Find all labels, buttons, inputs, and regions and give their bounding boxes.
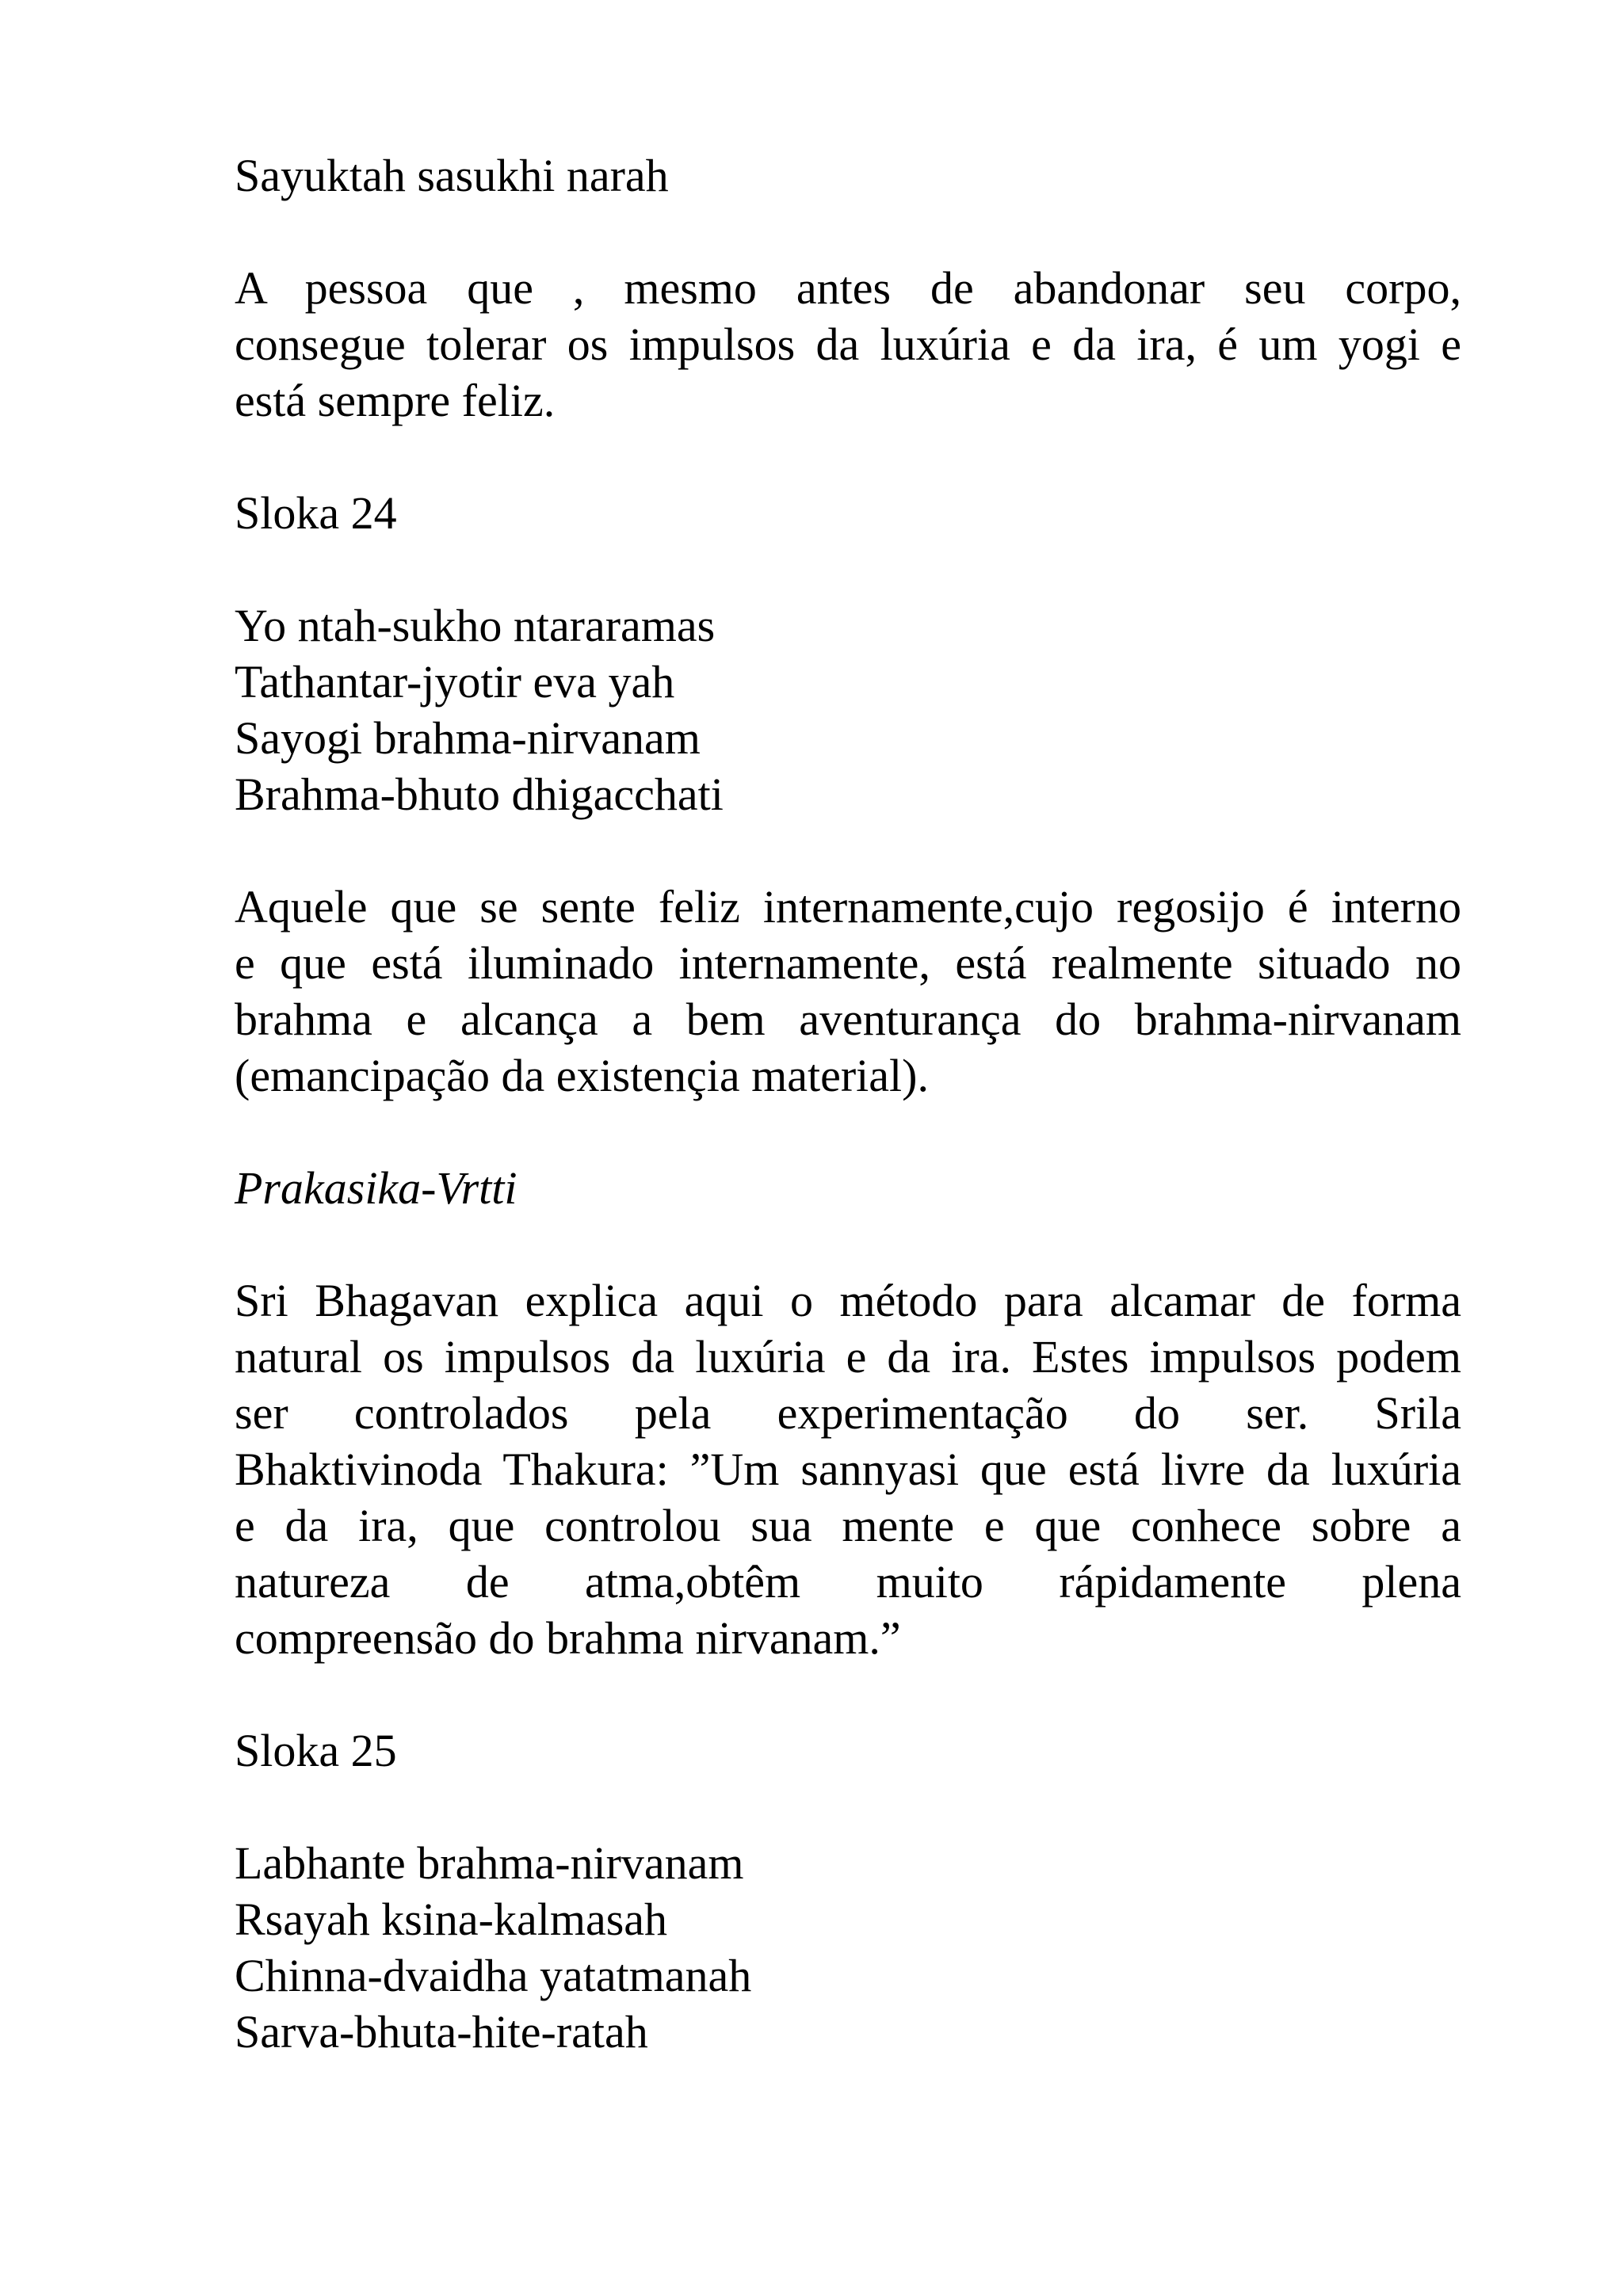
- spacer: [235, 541, 1461, 597]
- commentary-heading: Prakasika-Vrtti: [235, 1162, 517, 1214]
- translation-line: A pessoa que , mesmo antes de abandonar seu corpo,: [235, 262, 1461, 314]
- commentary-line: Sri Bhagavan explica aqui o método para alcamar de forma: [235, 1275, 1461, 1326]
- spacer: [235, 822, 1461, 879]
- spacer: [235, 1216, 1461, 1272]
- translation-line: e que está iluminado internamente, está realmente situado no: [235, 937, 1461, 989]
- translation-line: brahma e alcança a bem aventurança do brahma-nirvanam: [235, 994, 1461, 1045]
- verse-line: Brahma-bhuto dhigacchati: [235, 769, 724, 820]
- translation-line: está sempre feliz.: [235, 375, 556, 426]
- commentary-line: natural os impulsos da luxúria e da ira. Estes impulsos podem: [235, 1331, 1461, 1383]
- document-page: [235, 147, 1461, 2060]
- sloka-24-heading: Sloka 24: [235, 487, 397, 539]
- verse-line: Rsayah ksina-kalmasah: [235, 1894, 668, 1945]
- verse-line: Chinna-dvaidha yatatmanah: [235, 1950, 752, 2001]
- translation-line: Aquele que se sente feliz internamente,cujo regosijo é interno: [235, 881, 1461, 933]
- sloka-25-heading: Sloka 25: [235, 1725, 397, 1776]
- spacer: [235, 1779, 1461, 1835]
- translation-line: (emancipação da existençia material).: [235, 1050, 929, 1101]
- translation-sloka-24: [235, 879, 1461, 1104]
- commentary-line: compreensão do brahma nirvanam.”: [235, 1612, 901, 1664]
- commentary-line: ser controlados pela experimentação do ser. Srila: [235, 1387, 1461, 1439]
- translation-line: consegue tolerar os impulsos da luxúria e da ira, é um yogi e: [235, 318, 1461, 370]
- verse-line: Sayogi brahma-nirvanam: [235, 712, 701, 764]
- verse-line: Labhante brahma-nirvanam: [235, 1837, 744, 1889]
- commentary-line: natureza de atma,obtêm muito rápidamente plena: [235, 1556, 1461, 1608]
- sloka-24-verse: [235, 597, 1461, 822]
- verse-line: Tathantar-jyotir eva yah: [235, 656, 675, 707]
- spacer: [235, 1666, 1461, 1722]
- verse-line: Sarva-bhuta-hite-ratah: [235, 2006, 648, 2058]
- spacer: [235, 204, 1461, 260]
- spacer: [235, 1104, 1461, 1160]
- sloka-25-verse: [235, 1835, 1461, 2060]
- commentary-paragraph: [235, 1272, 1461, 1666]
- translation-sloka-23: [235, 260, 1461, 429]
- spacer: [235, 429, 1461, 485]
- verse-line: Yo ntah-sukho ntararamas: [235, 600, 716, 651]
- commentary-line: Bhaktivinoda Thakura: ”Um sannyasi que está livre da luxúria: [235, 1444, 1461, 1495]
- commentary-line: e da ira, que controlou sua mente e que conhece sobre a: [235, 1500, 1461, 1551]
- verse-closing-line: Sayuktah sasukhi narah: [235, 150, 669, 201]
